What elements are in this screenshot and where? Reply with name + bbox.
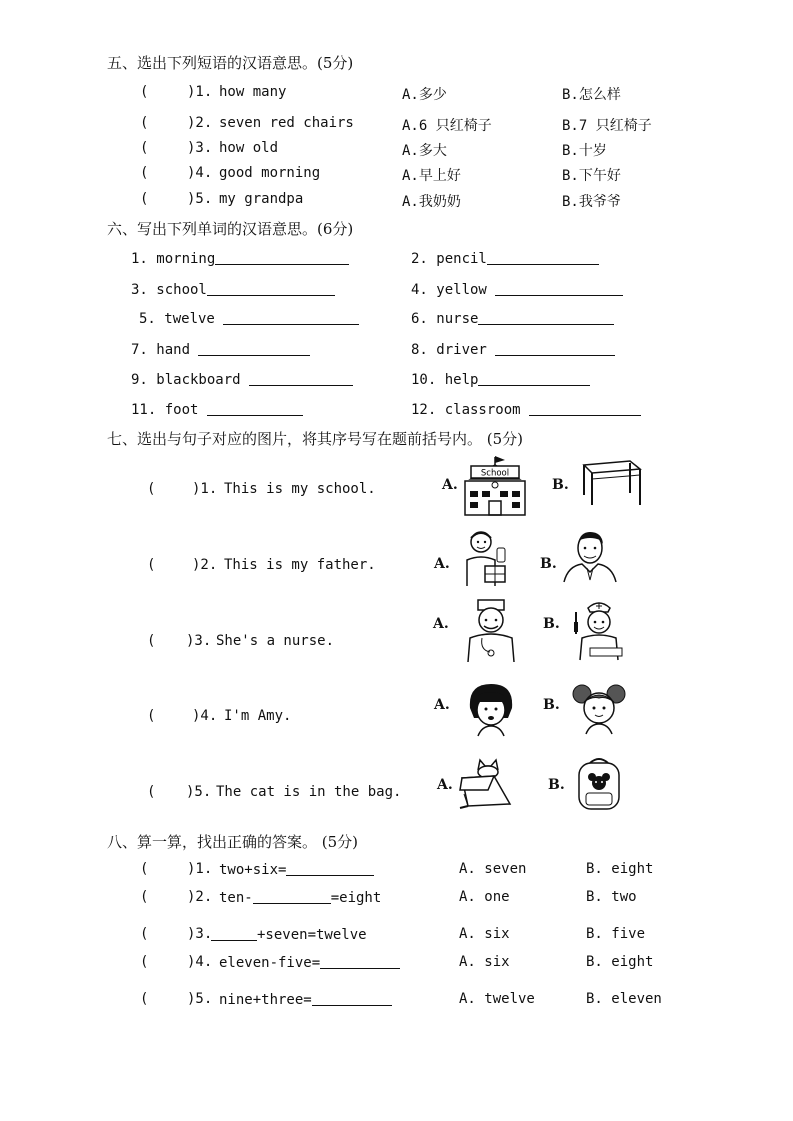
word-label: 7. hand bbox=[131, 342, 191, 358]
s6-word-8 bbox=[411, 341, 615, 358]
answer-paren[interactable]: ( bbox=[140, 861, 149, 877]
option-a: A. six bbox=[459, 954, 510, 970]
option-a-label: A. bbox=[434, 697, 450, 713]
word-label: 11. foot bbox=[131, 402, 199, 418]
question-number: )4. bbox=[187, 954, 213, 970]
option-b: B. eight bbox=[586, 954, 654, 970]
answer-blank[interactable] bbox=[487, 250, 599, 265]
equation-post: +seven=twelve bbox=[257, 927, 367, 943]
phrase: how old bbox=[219, 140, 279, 156]
option-a: A. twelve bbox=[459, 991, 535, 1007]
phrase: good morning bbox=[219, 165, 321, 181]
option-a-label: A. bbox=[433, 616, 449, 632]
desk-icon[interactable] bbox=[578, 457, 642, 509]
nurse-icon[interactable] bbox=[566, 598, 632, 662]
answer-paren[interactable]: ( bbox=[147, 557, 156, 573]
answer-blank[interactable] bbox=[198, 341, 310, 356]
question-number: )5. bbox=[186, 784, 212, 800]
section-7-title: 七、选出与句子对应的图片，将其序号写在题前括号内。 (5分) bbox=[107, 430, 524, 448]
option-a: A. one bbox=[459, 889, 510, 905]
word-label: 2. pencil bbox=[411, 251, 487, 267]
option-b: B.下午好 bbox=[562, 168, 621, 184]
school-building-icon[interactable] bbox=[459, 453, 531, 519]
sentence: The cat is in the bag. bbox=[216, 784, 402, 800]
question-number: )2. bbox=[187, 889, 213, 905]
equation bbox=[219, 889, 381, 906]
option-a-label: A. bbox=[442, 477, 458, 493]
question-number: )3. bbox=[187, 926, 213, 942]
question-number: )1. bbox=[187, 861, 213, 877]
word-label: 6. nurse bbox=[411, 311, 479, 327]
option-a: A. six bbox=[459, 926, 510, 942]
question-number: )3. bbox=[187, 140, 213, 156]
backpack-icon[interactable] bbox=[574, 755, 624, 811]
question-number: )4. bbox=[187, 165, 213, 181]
sentence: She's a nurse. bbox=[216, 633, 335, 649]
s6-word-7 bbox=[131, 341, 310, 358]
option-b: B. two bbox=[586, 889, 637, 905]
answer-blank[interactable] bbox=[253, 889, 331, 904]
answer-paren[interactable]: ( bbox=[147, 708, 156, 724]
answer-paren[interactable]: ( bbox=[140, 991, 149, 1007]
girl-with-buns-icon[interactable] bbox=[570, 680, 628, 736]
word-label: 9. blackboard bbox=[131, 372, 241, 388]
equation-pre: two+six= bbox=[219, 862, 287, 878]
answer-paren[interactable]: ( bbox=[147, 633, 156, 649]
question-number: )3. bbox=[186, 633, 212, 649]
section-5-title: 五、选出下列短语的汉语意思。(5分) bbox=[107, 54, 354, 72]
s6-word-12 bbox=[411, 401, 641, 418]
question-number: )5. bbox=[187, 191, 213, 207]
question-number: )5. bbox=[187, 991, 213, 1007]
phrase: how many bbox=[219, 84, 287, 100]
question-number: )2. bbox=[187, 115, 213, 131]
s6-word-3 bbox=[131, 281, 335, 298]
option-b-label: B. bbox=[548, 777, 565, 793]
equation-pre: eleven-five= bbox=[219, 955, 321, 971]
s6-word-11 bbox=[131, 401, 303, 418]
answer-paren[interactable]: ( bbox=[147, 784, 156, 800]
option-a-label: A. bbox=[434, 556, 450, 572]
answer-blank[interactable] bbox=[320, 954, 400, 969]
answer-paren[interactable]: ( bbox=[140, 140, 149, 156]
answer-blank[interactable] bbox=[312, 991, 392, 1006]
answer-paren[interactable]: ( bbox=[140, 926, 149, 942]
option-b: B.7 只红椅子 bbox=[562, 118, 652, 134]
word-label: 4. yellow bbox=[411, 282, 487, 298]
answer-blank[interactable] bbox=[478, 371, 590, 386]
word-label: 3. school bbox=[131, 282, 207, 298]
s6-word-10 bbox=[411, 371, 590, 388]
option-b-label: B. bbox=[552, 477, 569, 493]
sentence: I'm Amy. bbox=[224, 708, 292, 724]
option-b: B.十岁 bbox=[562, 143, 607, 159]
answer-paren[interactable]: ( bbox=[140, 115, 149, 131]
answer-blank[interactable] bbox=[478, 310, 614, 325]
word-label: 5. twelve bbox=[139, 311, 215, 327]
answer-blank[interactable] bbox=[529, 401, 641, 416]
answer-blank[interactable] bbox=[286, 861, 374, 876]
option-a: A.多少 bbox=[402, 87, 447, 103]
answer-paren[interactable]: ( bbox=[147, 481, 156, 497]
answer-paren[interactable]: ( bbox=[140, 165, 149, 181]
sentence: This is my school. bbox=[224, 481, 376, 497]
s6-word-5 bbox=[139, 310, 359, 327]
word-label: 10. help bbox=[411, 372, 479, 388]
girl-amy-icon[interactable] bbox=[462, 682, 520, 738]
option-b: B. eleven bbox=[586, 991, 662, 1007]
equation bbox=[219, 954, 400, 971]
option-a-label: A. bbox=[437, 777, 453, 793]
s6-word-2 bbox=[411, 250, 599, 267]
answer-paren[interactable]: ( bbox=[140, 84, 149, 100]
option-a: A.我奶奶 bbox=[402, 194, 461, 210]
s6-word-9 bbox=[131, 371, 353, 388]
option-b: B.怎么样 bbox=[562, 87, 621, 103]
word-label: 8. driver bbox=[411, 342, 487, 358]
question-number: )2. bbox=[192, 557, 218, 573]
option-b: B. eight bbox=[586, 861, 654, 877]
answer-paren[interactable]: ( bbox=[140, 889, 149, 905]
option-b-label: B. bbox=[540, 556, 557, 572]
option-a: A. seven bbox=[459, 861, 527, 877]
option-a: A.早上好 bbox=[402, 168, 461, 184]
question-number: )1. bbox=[192, 481, 218, 497]
option-b-label: B. bbox=[543, 616, 560, 632]
equation-pre: nine+three= bbox=[219, 992, 312, 1008]
answer-blank[interactable] bbox=[215, 250, 349, 265]
equation bbox=[211, 926, 367, 943]
equation-post: =eight bbox=[330, 890, 382, 906]
answer-blank[interactable] bbox=[249, 371, 353, 386]
equation bbox=[219, 861, 374, 878]
option-b-label: B. bbox=[543, 697, 560, 713]
word-label: 12. classroom bbox=[411, 402, 521, 418]
boy-with-gift-icon[interactable] bbox=[455, 526, 519, 588]
question-number: )4. bbox=[192, 708, 218, 724]
doctor-icon[interactable] bbox=[460, 598, 524, 664]
option-a: A.6 只红椅子 bbox=[402, 118, 492, 134]
answer-blank[interactable] bbox=[495, 341, 615, 356]
s6-word-1 bbox=[131, 250, 349, 267]
word-label: 1. morning bbox=[131, 251, 216, 267]
phrase: seven red chairs bbox=[219, 115, 354, 131]
answer-blank[interactable] bbox=[207, 401, 303, 416]
father-icon[interactable] bbox=[560, 526, 620, 584]
section-8-title: 八、算一算，找出正确的答案。 (5分) bbox=[107, 833, 359, 851]
question-number: )1. bbox=[187, 84, 213, 100]
equation bbox=[219, 991, 392, 1008]
section-6-title: 六、写出下列单词的汉语意思。(6分) bbox=[107, 220, 354, 238]
answer-paren[interactable]: ( bbox=[140, 191, 149, 207]
answer-blank[interactable] bbox=[211, 926, 257, 941]
answer-blank[interactable] bbox=[223, 310, 359, 325]
s6-word-4 bbox=[411, 281, 623, 298]
sentence: This is my father. bbox=[224, 557, 376, 573]
school-sign-text: School bbox=[480, 468, 510, 479]
option-b: B.我爷爷 bbox=[562, 194, 621, 210]
answer-blank[interactable] bbox=[207, 281, 335, 296]
answer-paren[interactable]: ( bbox=[140, 954, 149, 970]
equation-pre: ten- bbox=[219, 890, 253, 906]
s6-word-6 bbox=[411, 310, 614, 327]
phrase: my grandpa bbox=[219, 191, 304, 207]
cat-in-bag-icon[interactable] bbox=[454, 754, 516, 810]
option-a: A.多大 bbox=[402, 143, 447, 159]
option-b: B. five bbox=[586, 926, 646, 942]
answer-blank[interactable] bbox=[495, 281, 623, 296]
